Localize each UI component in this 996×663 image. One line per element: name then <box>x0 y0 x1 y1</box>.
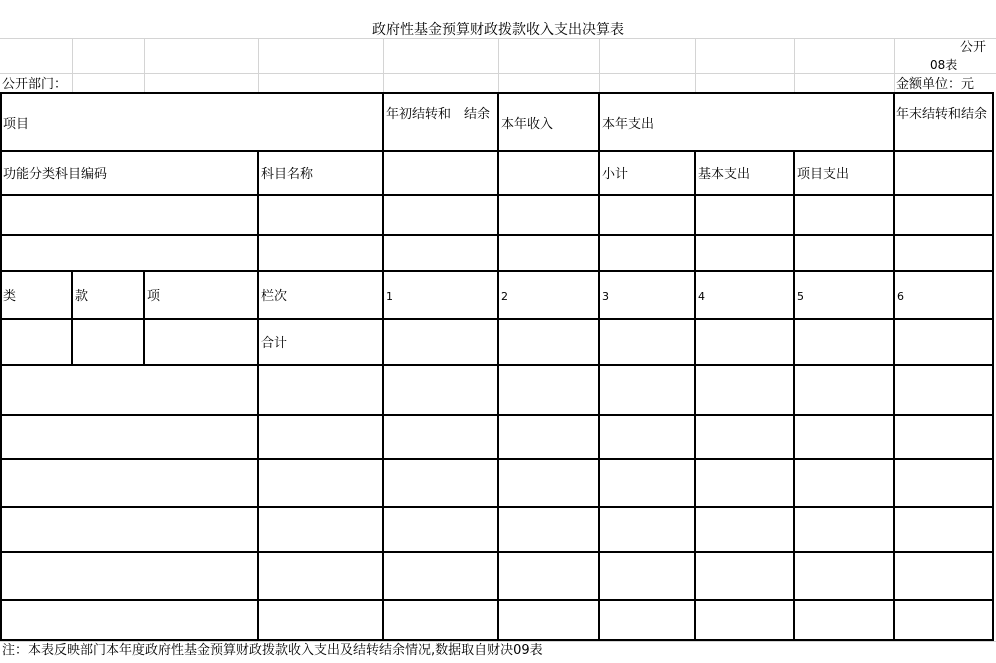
grid-line <box>894 38 895 93</box>
table-border <box>793 150 795 641</box>
table-border <box>694 150 696 641</box>
grid-line <box>144 38 145 93</box>
header-basic-expense: 基本支出 <box>698 167 751 182</box>
header-lei: 类 <box>3 289 17 304</box>
form-code-label: 公开 <box>960 40 987 55</box>
page-title: 政府性基金预算财政拨款收入支出决算表 <box>372 22 624 38</box>
column-number: 1 <box>386 290 393 303</box>
table-border <box>497 92 499 641</box>
header-subject-name: 科目名称 <box>261 167 314 182</box>
grid-line <box>498 38 499 93</box>
grid-line <box>0 641 996 642</box>
header-column-no: 栏次 <box>261 289 288 304</box>
table-border <box>598 92 600 641</box>
header-xiang: 项 <box>147 289 161 304</box>
table-border <box>893 92 895 641</box>
form-number-label: 08表 <box>930 58 958 72</box>
table-border <box>143 270 145 364</box>
grid-line <box>695 38 696 93</box>
grid-line <box>72 38 73 93</box>
table-border <box>992 92 994 641</box>
table-border <box>0 92 2 641</box>
table-border <box>382 92 384 641</box>
header-item: 项目 <box>3 117 30 132</box>
grid-line <box>258 38 259 93</box>
table-border <box>257 150 259 641</box>
header-func-code: 功能分类科目编码 <box>3 167 108 182</box>
grid-line <box>383 38 384 93</box>
header-subtotal: 小计 <box>602 167 629 182</box>
header-closing-balance: 年末结转和结余 <box>896 107 988 122</box>
column-number: 3 <box>602 290 609 303</box>
header-project-expense: 项目支出 <box>797 167 850 182</box>
column-number: 4 <box>698 290 705 303</box>
header-current-income: 本年收入 <box>501 117 554 132</box>
footnote: 注：本表反映部门本年度政府性基金预算财政拨款收入支出及结转结余情况,数据取自财决09表 <box>2 643 543 658</box>
column-number: 2 <box>501 290 508 303</box>
department-label: 公开部门： <box>2 77 68 92</box>
header-kuan: 款 <box>75 289 89 304</box>
table-border <box>71 270 73 364</box>
header-opening-balance: 年初结转和 结余 <box>386 107 491 122</box>
unit-label: 金额单位：元 <box>896 77 975 92</box>
column-number: 5 <box>797 290 804 303</box>
grid-line <box>599 38 600 93</box>
grid-line <box>794 38 795 93</box>
header-current-expense: 本年支出 <box>602 117 655 132</box>
column-number: 6 <box>897 290 904 303</box>
total-label: 合计 <box>261 336 288 351</box>
